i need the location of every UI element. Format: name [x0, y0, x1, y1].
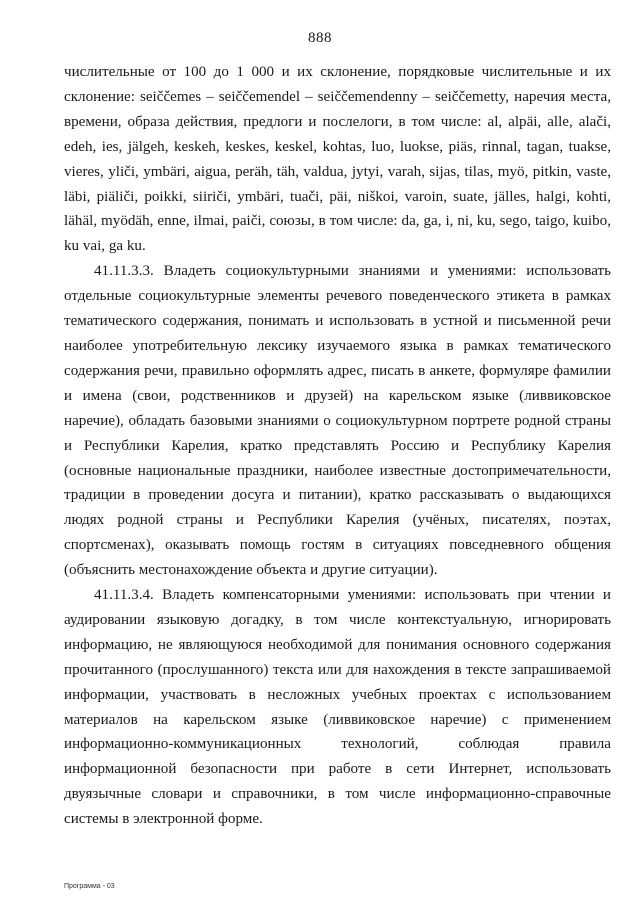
page-footer: Программа - 03 [64, 883, 115, 890]
paragraph-41-11-3-4: 41.11.3.4. Владеть компенсаторными умениями: использовать при чтении и аудировании языковую догадку, в том числе контекстуальную, игнорировать информацию, не являющуюся необходимой для понимания основного содержания прочитанного (прослушанного) текста или для нахождения в тексте запрашиваемой информации, участвовать в несложных учебных проектах с использованием материалов на карельском языке (ливвиковское наречие) с применением информационно-коммуникационных технологий, соблюдая правила информационной безопасности при работе в сети Интернет, использовать двуязычные словари и справочники, в том числе информационно-справочные системы в электронной форме. [64, 587, 611, 828]
document-body [64, 60, 611, 832]
page-number: 888 [308, 30, 332, 46]
paragraph-41-11-3-3: 41.11.3.3. Владеть социокультурными знаниями и умениями: использовать отдельные социокультурные элементы речевого поведенческого этикета в рамках тематического содержания, понимать и использовать в устной и письменной речи наиболее употребительную лексику изучаемого языка в рамках тематического содержания речи, правильно оформлять адрес, писать в анкете, формуляре фамилии и имена (свои, родственников и друзей) на карельском языке (ливвиковское наречие), обладать базовыми знаниями о социокультурном портрете родной страны и Республики Карелия, кратко представлять Россию и Республику Карелия (основные национальные праздники, наиболее известные достопримечательности, традиции в проведении досуга и питании), кратко рассказывать о выдающихся людях родной страны и Республики Карелия (учёных, писателях, поэтах, спортсменах), оказывать помощь гостям в ситуациях повседневного общения (объяснить местонахождение объекта и другие ситуации). [64, 263, 611, 579]
paragraph-numerals-adverbs: числительные от 100 до 1 000 и их склонение, порядковые числительные и их склонение: seiččemes – seiččemendel – seiččemendenny – seiččemetty, наречия места, времени, образа действия, предлоги и послелоги, в том числе: al, alpäi, alle, alači, edeh, ies, jälgeh, keskeh, keskes, keskel, kohtas, luo, luokse, piäs, rinnal, tagan, tuakse, vieres, yliči, ymbäri, aigua, peräh, täh, valdua, jytyi, varah, sijas, tilas, myö, pitkin, vaste, läbi, piäliči, poikki, siiriči, ymbäri, tuači, päi, niškoi, varoin, suate, jälles, halgi, kohti, lähäl, myödäh, enne, ilmai, paiči, союзы, в том числе: da, ga, i, ni, ku, sego, taigo, kuibo, ku vai, ga ku. [64, 64, 611, 255]
